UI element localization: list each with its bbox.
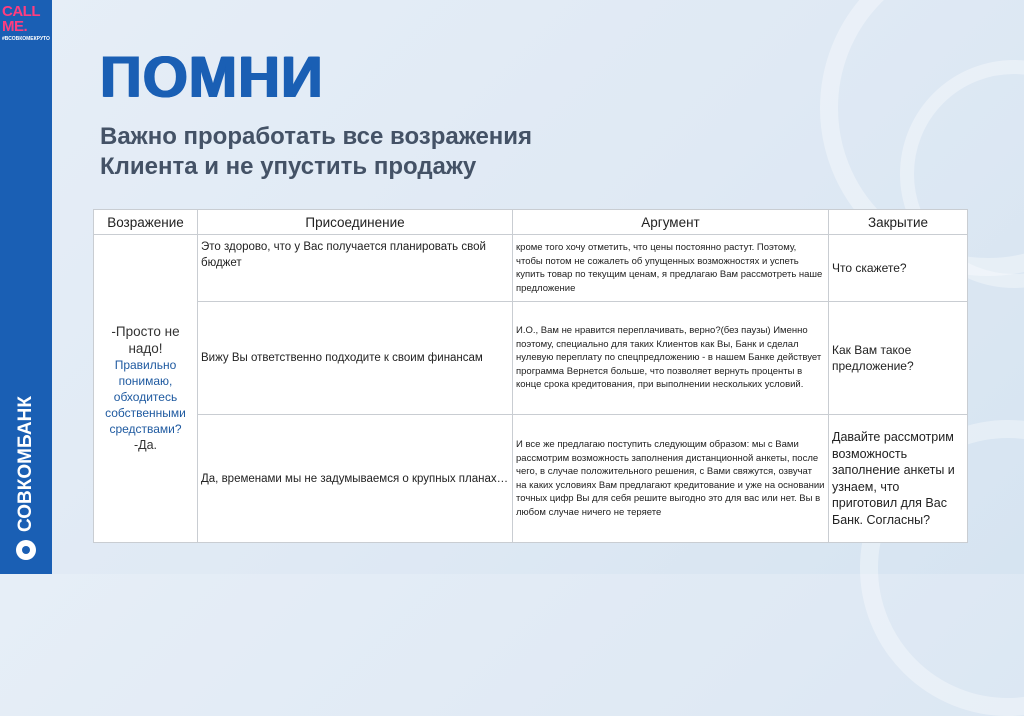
header-objection: Возражение	[94, 210, 198, 235]
slide-subtitle	[100, 122, 660, 182]
table-row	[94, 302, 968, 415]
brand-sidebar	[0, 0, 52, 574]
subtitle-line1: Важно проработать все возражения	[100, 123, 533, 150]
call-me-line1: CALL	[2, 3, 40, 20]
join-cell: Это здорово, что у Вас получается планировать свой бюджет	[198, 235, 513, 302]
brand-name: СОВКОМБАНК	[15, 396, 36, 532]
join-cell: Вижу Вы ответственно подходите к своим финансам	[198, 302, 513, 415]
subtitle-line2: Клиента и не упустить продажу	[100, 153, 477, 180]
table-row	[94, 415, 968, 543]
table-header-row	[94, 210, 968, 235]
closing-cell: Давайте рассмотрим возможность заполнение анкеты и узнаем, что приготовил для Вас Банк. Согласны?	[829, 415, 968, 543]
call-me-logo	[2, 4, 50, 43]
argument-cell: И все же предлагаю поступить следующим образом: мы с Вами рассмотрим возможность заполнения дистанционной анкеты, после чего, в случае положительного решения, с Вами свяжутся, озвучат на каких условиях Вам предлагают кредитование и уже на основании точных цифр Вы для себя решите выгодно это для вас или нет. Вы в любом случае ничего не теряете	[513, 415, 829, 543]
table-row	[94, 235, 968, 302]
join-cell: Да, временами мы не задумываемся о крупных планах…	[198, 415, 513, 543]
brand-circle-icon	[16, 540, 36, 560]
objections-table	[93, 209, 968, 543]
objection-cell	[94, 235, 198, 543]
slide-title: ПОМНИ	[100, 45, 324, 110]
argument-cell: И.О., Вам не нравится переплачивать, верно?(без паузы) Именно поэтому, специально для таких Клиентов как Вы, Банк и сделал нулевую переплату по спецпредложению - в нашем Банке действует программа Вернется больше, что позволяет вернуть проценты в конце срока кредитования, при выполнении нескольких условий.	[513, 302, 829, 415]
objection-text: -Просто не надо!	[111, 324, 180, 356]
objection-question: Правильно понимаю, обходитесь собственными средствами?	[105, 358, 186, 436]
call-me-line2: ME.	[2, 18, 28, 35]
header-closing: Закрытие	[829, 210, 968, 235]
hashtag: #ВСОВКОМЕКРУТО	[2, 36, 50, 42]
closing-cell: Как Вам такое предложение?	[829, 302, 968, 415]
sovcombank-logo	[8, 380, 44, 560]
objection-answer: -Да.	[133, 438, 158, 452]
header-join: Присоединение	[198, 210, 513, 235]
closing-cell: Что скажете?	[829, 235, 968, 302]
header-argument: Аргумент	[513, 210, 829, 235]
argument-cell: кроме того хочу отметить, что цены постоянно растут. Поэтому, чтобы потом не сожалеть об упущенных возможностях и успеть купить товар по текущим ценам, я предлагаю Вам рассмотреть наше предложение	[513, 235, 829, 302]
